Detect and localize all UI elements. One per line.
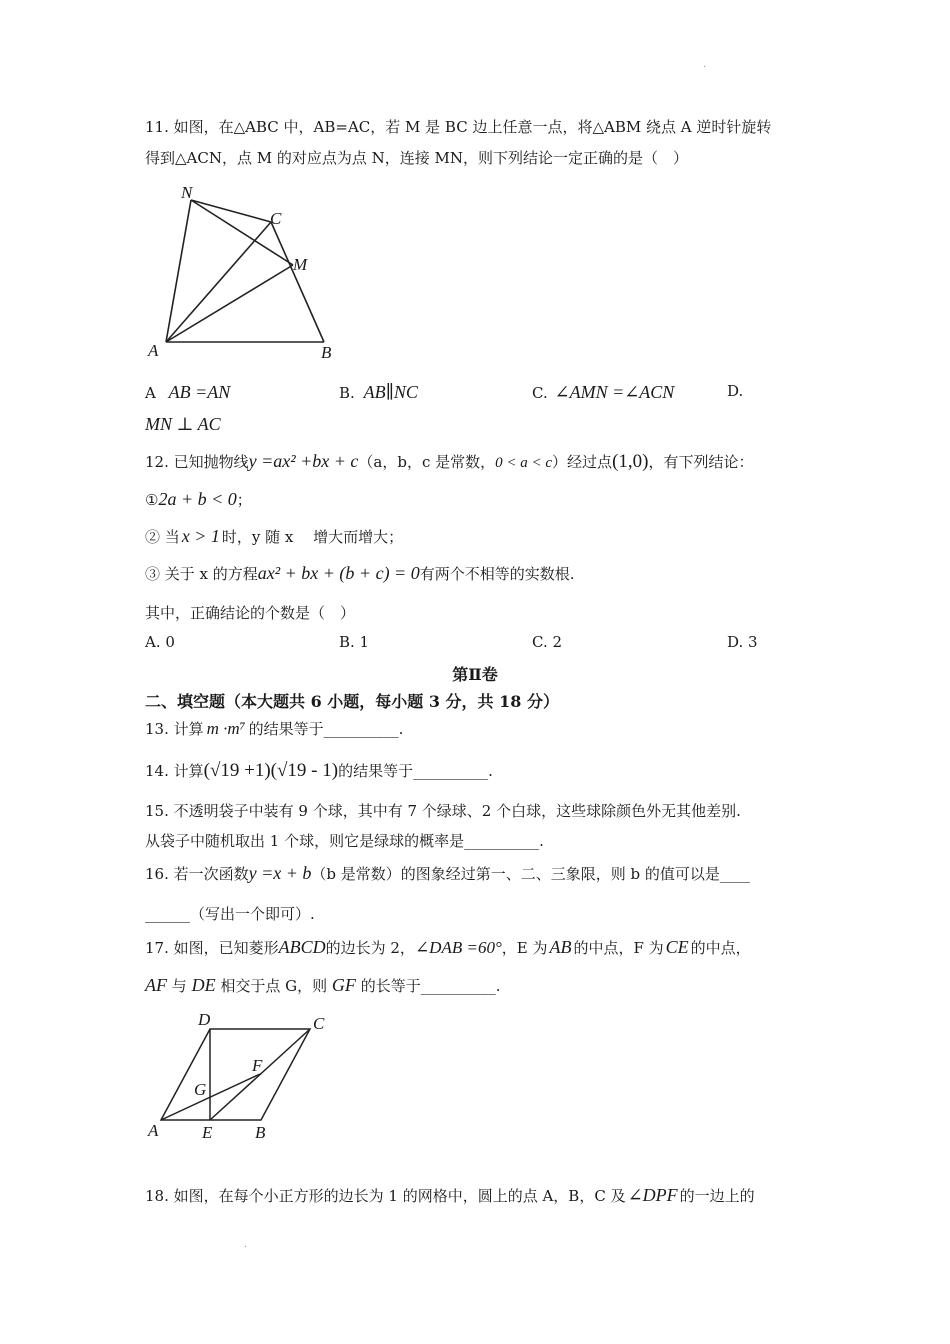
label-E: E xyxy=(202,1123,213,1142)
label-C: C xyxy=(313,1014,325,1033)
q16-stem-b: （b 是常数）的图象经过第一、二、三象限，则 b 的值可以是____ xyxy=(311,865,750,883)
q17-stem-c: ，E 为 xyxy=(501,939,548,957)
q17-stem-d: 的中点，F 为 xyxy=(573,939,664,957)
q12-c1-eq: 2a + b < 0 xyxy=(158,489,237,509)
q12-option-d[interactable]: D. 3 xyxy=(727,633,758,651)
q12-point: (1,0) xyxy=(612,451,649,472)
q12-c3-eq: ax² + bx + (b + c) = 0 xyxy=(257,563,420,583)
q17-stem-e: 的中点， xyxy=(690,939,751,957)
q12-conclusion-1 xyxy=(145,489,252,510)
q11-option-c-text: ∠AMN =∠ACN xyxy=(554,382,675,402)
q14-stem-a: 14. 计算 xyxy=(145,762,204,780)
q11-option-a-text: AB =AN xyxy=(168,382,231,402)
q12-c1-num: ① xyxy=(145,491,159,509)
q11-line1: 11. 如图，在△ABC 中，AB=AC，若 M 是 BC 边上任意一点，将△ABM 绕点 A 逆时针旋转 xyxy=(145,118,772,136)
q12-c2-b: 时，y 随 x 增大而增大； xyxy=(221,528,404,546)
q17-line1 xyxy=(145,937,751,958)
q16-line1 xyxy=(145,863,750,884)
line-AM xyxy=(166,265,293,342)
label-M: M xyxy=(293,255,308,274)
q17-gf: GF xyxy=(331,975,356,995)
q17-ab: AB xyxy=(549,937,572,957)
q13 xyxy=(145,718,403,739)
q14 xyxy=(145,760,493,782)
q12-stem-a: 12. 已知抛物线 xyxy=(145,453,249,471)
q18-stem-a: 18. 如图，在每个小正方形的边长为 1 的网格中，圆上的点 A，B，C 及 xyxy=(145,1187,626,1205)
q11-option-d-label[interactable]: D. xyxy=(727,382,744,400)
q17-stem-g: 相交于点 G，则 xyxy=(220,977,328,995)
q14-eq: (√19 +1)(√19 - 1) xyxy=(203,760,339,781)
q13-eq: m ·m⁷ xyxy=(206,719,246,738)
q12-parabola-eq: y =ax² +bx + c xyxy=(248,451,359,471)
q12-conclusion-2 xyxy=(145,526,403,547)
label-D: D xyxy=(198,1010,211,1029)
q18-line1 xyxy=(145,1185,755,1206)
q17-angle: ∠DAB =60° xyxy=(414,938,502,957)
q12-option-c[interactable]: C. 2 xyxy=(532,633,563,651)
label-B: B xyxy=(255,1123,266,1142)
q11-line2: 得到△ACN，点 M 的对应点为点 N，连接 MN，则下列结论一定正确的是（ ） xyxy=(145,149,689,167)
q14-stem-b: 的结果等于__________. xyxy=(338,762,493,780)
section-title: 第Ⅱ卷 xyxy=(452,665,498,684)
q17-abcd: ABCD xyxy=(278,937,326,957)
q17-af: AF xyxy=(145,975,167,995)
q16-line2: ______（写出一个即可）. xyxy=(145,905,315,923)
q17-stem-b: 的边长为 2， xyxy=(325,939,415,957)
label-A: A xyxy=(148,341,159,360)
q12-stem-b: （a，b，c 是常数， xyxy=(358,453,496,471)
rhombus-ABCD xyxy=(161,1029,310,1120)
bottom-mark: · xyxy=(244,1242,248,1253)
q11-option-a[interactable] xyxy=(145,382,230,403)
q16-stem-a: 16. 若一次函数 xyxy=(145,865,249,883)
q17-ce: CE xyxy=(665,937,689,957)
q18-angle: ∠DPF xyxy=(627,1185,678,1205)
q11-option-b-label: B. xyxy=(339,384,355,402)
q11-option-c-label: C. xyxy=(532,384,548,402)
q12-option-a[interactable]: A. 0 xyxy=(145,633,175,651)
q17-de: DE xyxy=(191,975,216,995)
line-AC xyxy=(166,222,271,342)
q11-option-b[interactable] xyxy=(339,382,418,403)
label-A: A xyxy=(148,1121,159,1140)
q12-stem-c: ）经过点 xyxy=(552,453,613,471)
top-mark: · xyxy=(703,62,707,73)
q17-rhombus-figure xyxy=(140,1006,350,1146)
q12-c2-eq: x > 1 xyxy=(181,526,220,546)
label-N: N xyxy=(181,183,193,202)
q12-inequality: 0 < a < c xyxy=(495,455,553,471)
line-NC xyxy=(191,200,271,222)
q11-option-b-text: AB∥NC xyxy=(363,382,418,402)
q11-option-a-label: A xyxy=(145,384,156,402)
q12-option-b[interactable]: B. 1 xyxy=(339,633,370,651)
q11-triangle-figure xyxy=(140,178,350,368)
q17-line2 xyxy=(145,975,500,996)
label-F: F xyxy=(252,1056,263,1075)
q17-stem-a: 17. 如图，已知菱形 xyxy=(145,939,279,957)
q13-stem-b: 的结果等于__________. xyxy=(248,720,404,738)
q15-line1: 15. 不透明袋子中装有 9 个球，其中有 7 个绿球、2 个白球，这些球除颜色外无其他差别. xyxy=(145,802,741,820)
q11-option-d-text[interactable]: MN ⊥ AC xyxy=(145,414,221,434)
label-B: B xyxy=(321,343,332,362)
q15-line2: 从袋子中随机取出 1 个球，则它是绿球的概率是__________. xyxy=(145,832,544,850)
line-NA xyxy=(166,200,191,342)
q12-conclusion-3 xyxy=(145,563,575,584)
q12-c2-a: ② 当 xyxy=(145,528,180,546)
q16-eq: y =x + b xyxy=(248,863,312,883)
q18-stem-b: 的一边上的 xyxy=(679,1187,755,1205)
q17-stem-h: 的长等于__________. xyxy=(360,977,501,995)
q17-stem-f: 与 xyxy=(171,977,187,995)
label-C: C xyxy=(270,209,282,228)
q12-c3-b: 有两个不相等的实数根. xyxy=(419,565,575,583)
line-BC xyxy=(271,222,324,342)
q12-c1-end: ； xyxy=(236,491,252,509)
q12-c3-a: ③ 关于 x 的方程 xyxy=(145,565,258,583)
q13-stem-a: 13. 计算 xyxy=(145,720,204,738)
q12-question: 其中，正确结论的个数是（ ） xyxy=(145,604,356,622)
q12-line1 xyxy=(145,451,753,473)
q11-option-c[interactable] xyxy=(532,382,674,403)
label-G: G xyxy=(194,1080,207,1099)
q12-stem-d: ，有下列结论： xyxy=(648,453,754,471)
section2-heading: 二、填空题（本大题共 6 小题，每小题 3 分，共 18 分） xyxy=(145,692,559,711)
